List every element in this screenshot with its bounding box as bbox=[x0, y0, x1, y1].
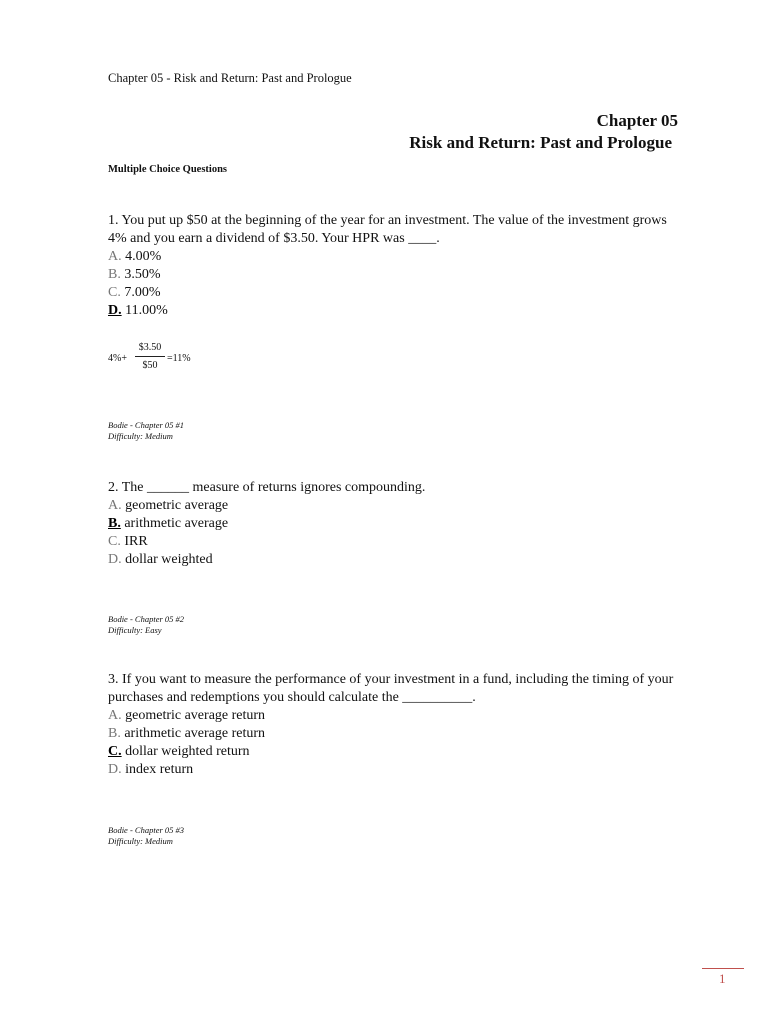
answer-option-b: B. 3.50% bbox=[108, 267, 161, 282]
answer-option-b-correct: B. arithmetic average bbox=[108, 516, 229, 531]
formula-fraction bbox=[135, 342, 165, 373]
footer-rule bbox=[702, 968, 744, 969]
question-stem: 3. If you want to measure the performance of your investment in a fund, including the timing of your purchases and redemptions you should calculate the __________. bbox=[108, 672, 674, 705]
answer-option-a: A. geometric average return bbox=[108, 708, 266, 723]
running-header: Chapter 05 - Risk and Return: Past and Prologue bbox=[108, 71, 352, 85]
source-reference: Bodie - Chapter 05 #1 bbox=[108, 420, 185, 430]
question-2 bbox=[108, 479, 683, 569]
answer-option-a: A. 4.00% bbox=[108, 249, 162, 264]
answer-option-a: A. geometric average bbox=[108, 498, 229, 513]
section-heading: Multiple Choice Questions bbox=[108, 164, 228, 175]
question-stem: 2. The ______ measure of returns ignores compounding. bbox=[108, 480, 426, 495]
question-stem: 1. You put up $50 at the beginning of the year for an investment. The value of the investment grows 4% and you earn a dividend of $3.50. Your HPR was ____. bbox=[108, 213, 667, 246]
formula-numerator: $3.50 bbox=[135, 342, 165, 357]
question-3-meta bbox=[108, 825, 184, 847]
answer-option-d: D. dollar weighted bbox=[108, 552, 213, 567]
source-reference: Bodie - Chapter 05 #2 bbox=[108, 614, 185, 624]
answer-option-c: C. 7.00% bbox=[108, 285, 161, 300]
answer-option-c: C. IRR bbox=[108, 534, 148, 549]
difficulty-label: Difficulty: Medium bbox=[108, 431, 173, 441]
chapter-name: Risk and Return: Past and Prologue bbox=[409, 133, 672, 152]
answer-option-d-correct: D. 11.00% bbox=[108, 303, 168, 318]
page-number: 1 bbox=[719, 971, 726, 986]
formula-rhs: =11% bbox=[167, 353, 191, 364]
formula-denominator: $50 bbox=[142, 360, 158, 371]
question-3 bbox=[108, 671, 683, 779]
difficulty-label: Difficulty: Easy bbox=[108, 625, 162, 635]
source-reference: Bodie - Chapter 05 #3 bbox=[108, 825, 185, 835]
answer-option-d: D. index return bbox=[108, 762, 194, 777]
question-1-meta bbox=[108, 420, 184, 442]
question-2-meta bbox=[108, 614, 184, 636]
answer-option-b: B. arithmetic average return bbox=[108, 726, 266, 741]
answer-option-c-correct: C. dollar weighted return bbox=[108, 744, 250, 759]
difficulty-label: Difficulty: Medium bbox=[108, 836, 173, 846]
question-1 bbox=[108, 212, 683, 320]
formula-lhs: 4%+ bbox=[108, 353, 127, 364]
chapter-number: Chapter 05 bbox=[596, 111, 678, 130]
chapter-title bbox=[409, 110, 678, 154]
